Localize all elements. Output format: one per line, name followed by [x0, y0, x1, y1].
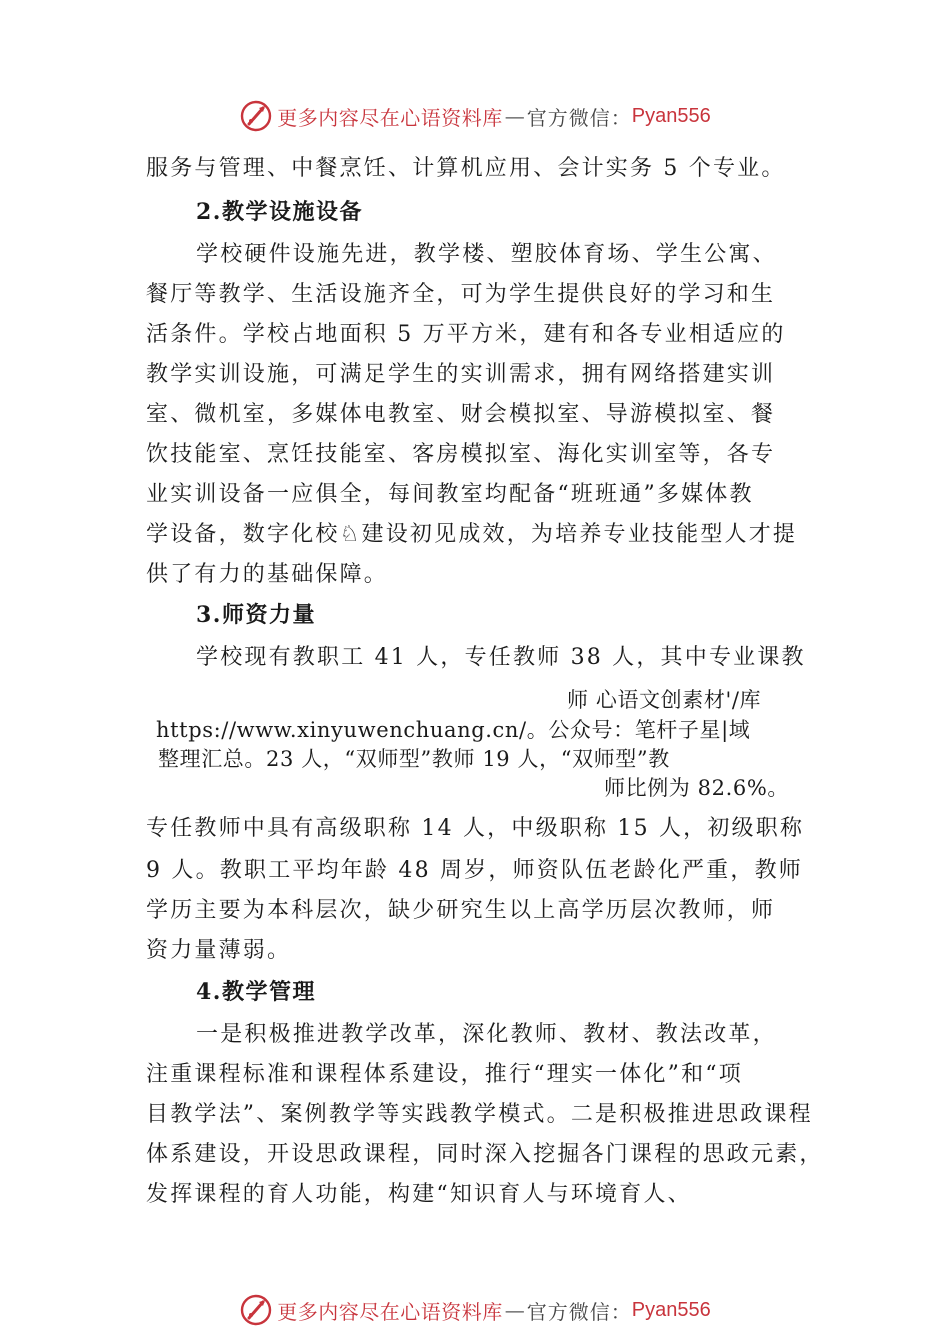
pen-logo-icon: [239, 1293, 273, 1327]
banner-dash: —: [504, 104, 525, 128]
embedded-note-line: 师 心语文创素材'/库: [567, 688, 762, 712]
text-line: 供了有力的基础保障。: [146, 562, 389, 587]
text-line: 饮技能室、烹饪技能室、客房模拟室、海化实训室等，各专: [146, 442, 776, 467]
text-line: 学历主要为本科层次，缺少研究生以上高学历层次教师，师: [146, 898, 776, 923]
section-heading-management: 4.教学管理: [196, 979, 316, 1005]
footer-watermark-banner: [0, 1290, 950, 1330]
pen-logo-icon: [239, 99, 273, 133]
text-line: 专任教师中具有高级职称 14 人，中级职称 15 人，初级职称: [146, 816, 805, 841]
banner-wechat-label: 官方微信：: [526, 105, 632, 130]
text-line: 室、微机室，多媒体电教室、财会模拟室、导游模拟室、餐: [146, 402, 776, 427]
banner-wechat-id: Pyan556: [631, 104, 711, 127]
text-line: 餐厅等教学、生活设施齐全，可为学生提供良好的学习和生: [146, 282, 776, 307]
text-line: 学校现有教职工 41 人，专任教师 38 人，其中专业课教: [196, 645, 806, 670]
section-heading-faculty: 3.师资力量: [196, 602, 316, 628]
text-line: 学校硬件设施先进，教学楼、塑胶体育场、学生公寓、: [196, 242, 777, 267]
banner-site-name: 更多内容尽在心语资料库: [277, 105, 503, 130]
banner-dash: —: [504, 1298, 525, 1322]
text-line: 体系建设，开设思政课程，同时深入挖掘各门课程的思政元素，: [146, 1142, 824, 1167]
section-heading-facilities: 2.教学设施设备: [196, 199, 363, 225]
text-line: 学设备，数字化校♘建设初见成效，为培养专业技能型人才提: [146, 522, 798, 547]
text-line: 发挥课程的育人功能，构建“知识育人与环境育人、: [146, 1182, 692, 1207]
embedded-note-line: https://www.xinyuwenchuang.cn/。公众号：笔杆子星|域: [156, 718, 751, 742]
embedded-note-line: 师比例为 82.6%。: [604, 776, 789, 800]
header-watermark-banner: [0, 96, 950, 136]
embedded-note-line: 整理汇总。23 人，“双师型”教师 19 人，“双师型”教: [158, 747, 670, 771]
banner-wechat-label: 官方微信：: [526, 1299, 632, 1324]
text-line: 资力量薄弱。: [146, 938, 292, 963]
text-line: 9 人。教职工平均年龄 48 周岁，师资队伍老龄化严重，教师: [146, 858, 803, 883]
text-line: 服务与管理、中餐烹饪、计算机应用、会计实务 5 个专业。: [146, 156, 786, 181]
banner-wechat-id: Pyan556: [631, 1298, 711, 1321]
text-line: 教学实训设施，可满足学生的实训需求，拥有网络搭建实训: [146, 362, 776, 387]
banner-site-name: 更多内容尽在心语资料库: [277, 1299, 503, 1324]
text-line: 注重课程标准和课程体系建设，推行“理实一体化”和“项: [146, 1062, 743, 1087]
text-line: 业实训设备一应俱全，每间教室均配备“班班通”多媒体教: [146, 482, 754, 507]
text-line: 一是积极推进教学改革，深化教师、教材、教法改革，: [196, 1022, 777, 1047]
text-line: 活条件。学校占地面积 5 万平方米，建有和各专业相适应的: [146, 322, 786, 347]
text-line: 目教学法”、案例教学等实践教学模式。二是积极推进思政课程: [146, 1102, 813, 1127]
